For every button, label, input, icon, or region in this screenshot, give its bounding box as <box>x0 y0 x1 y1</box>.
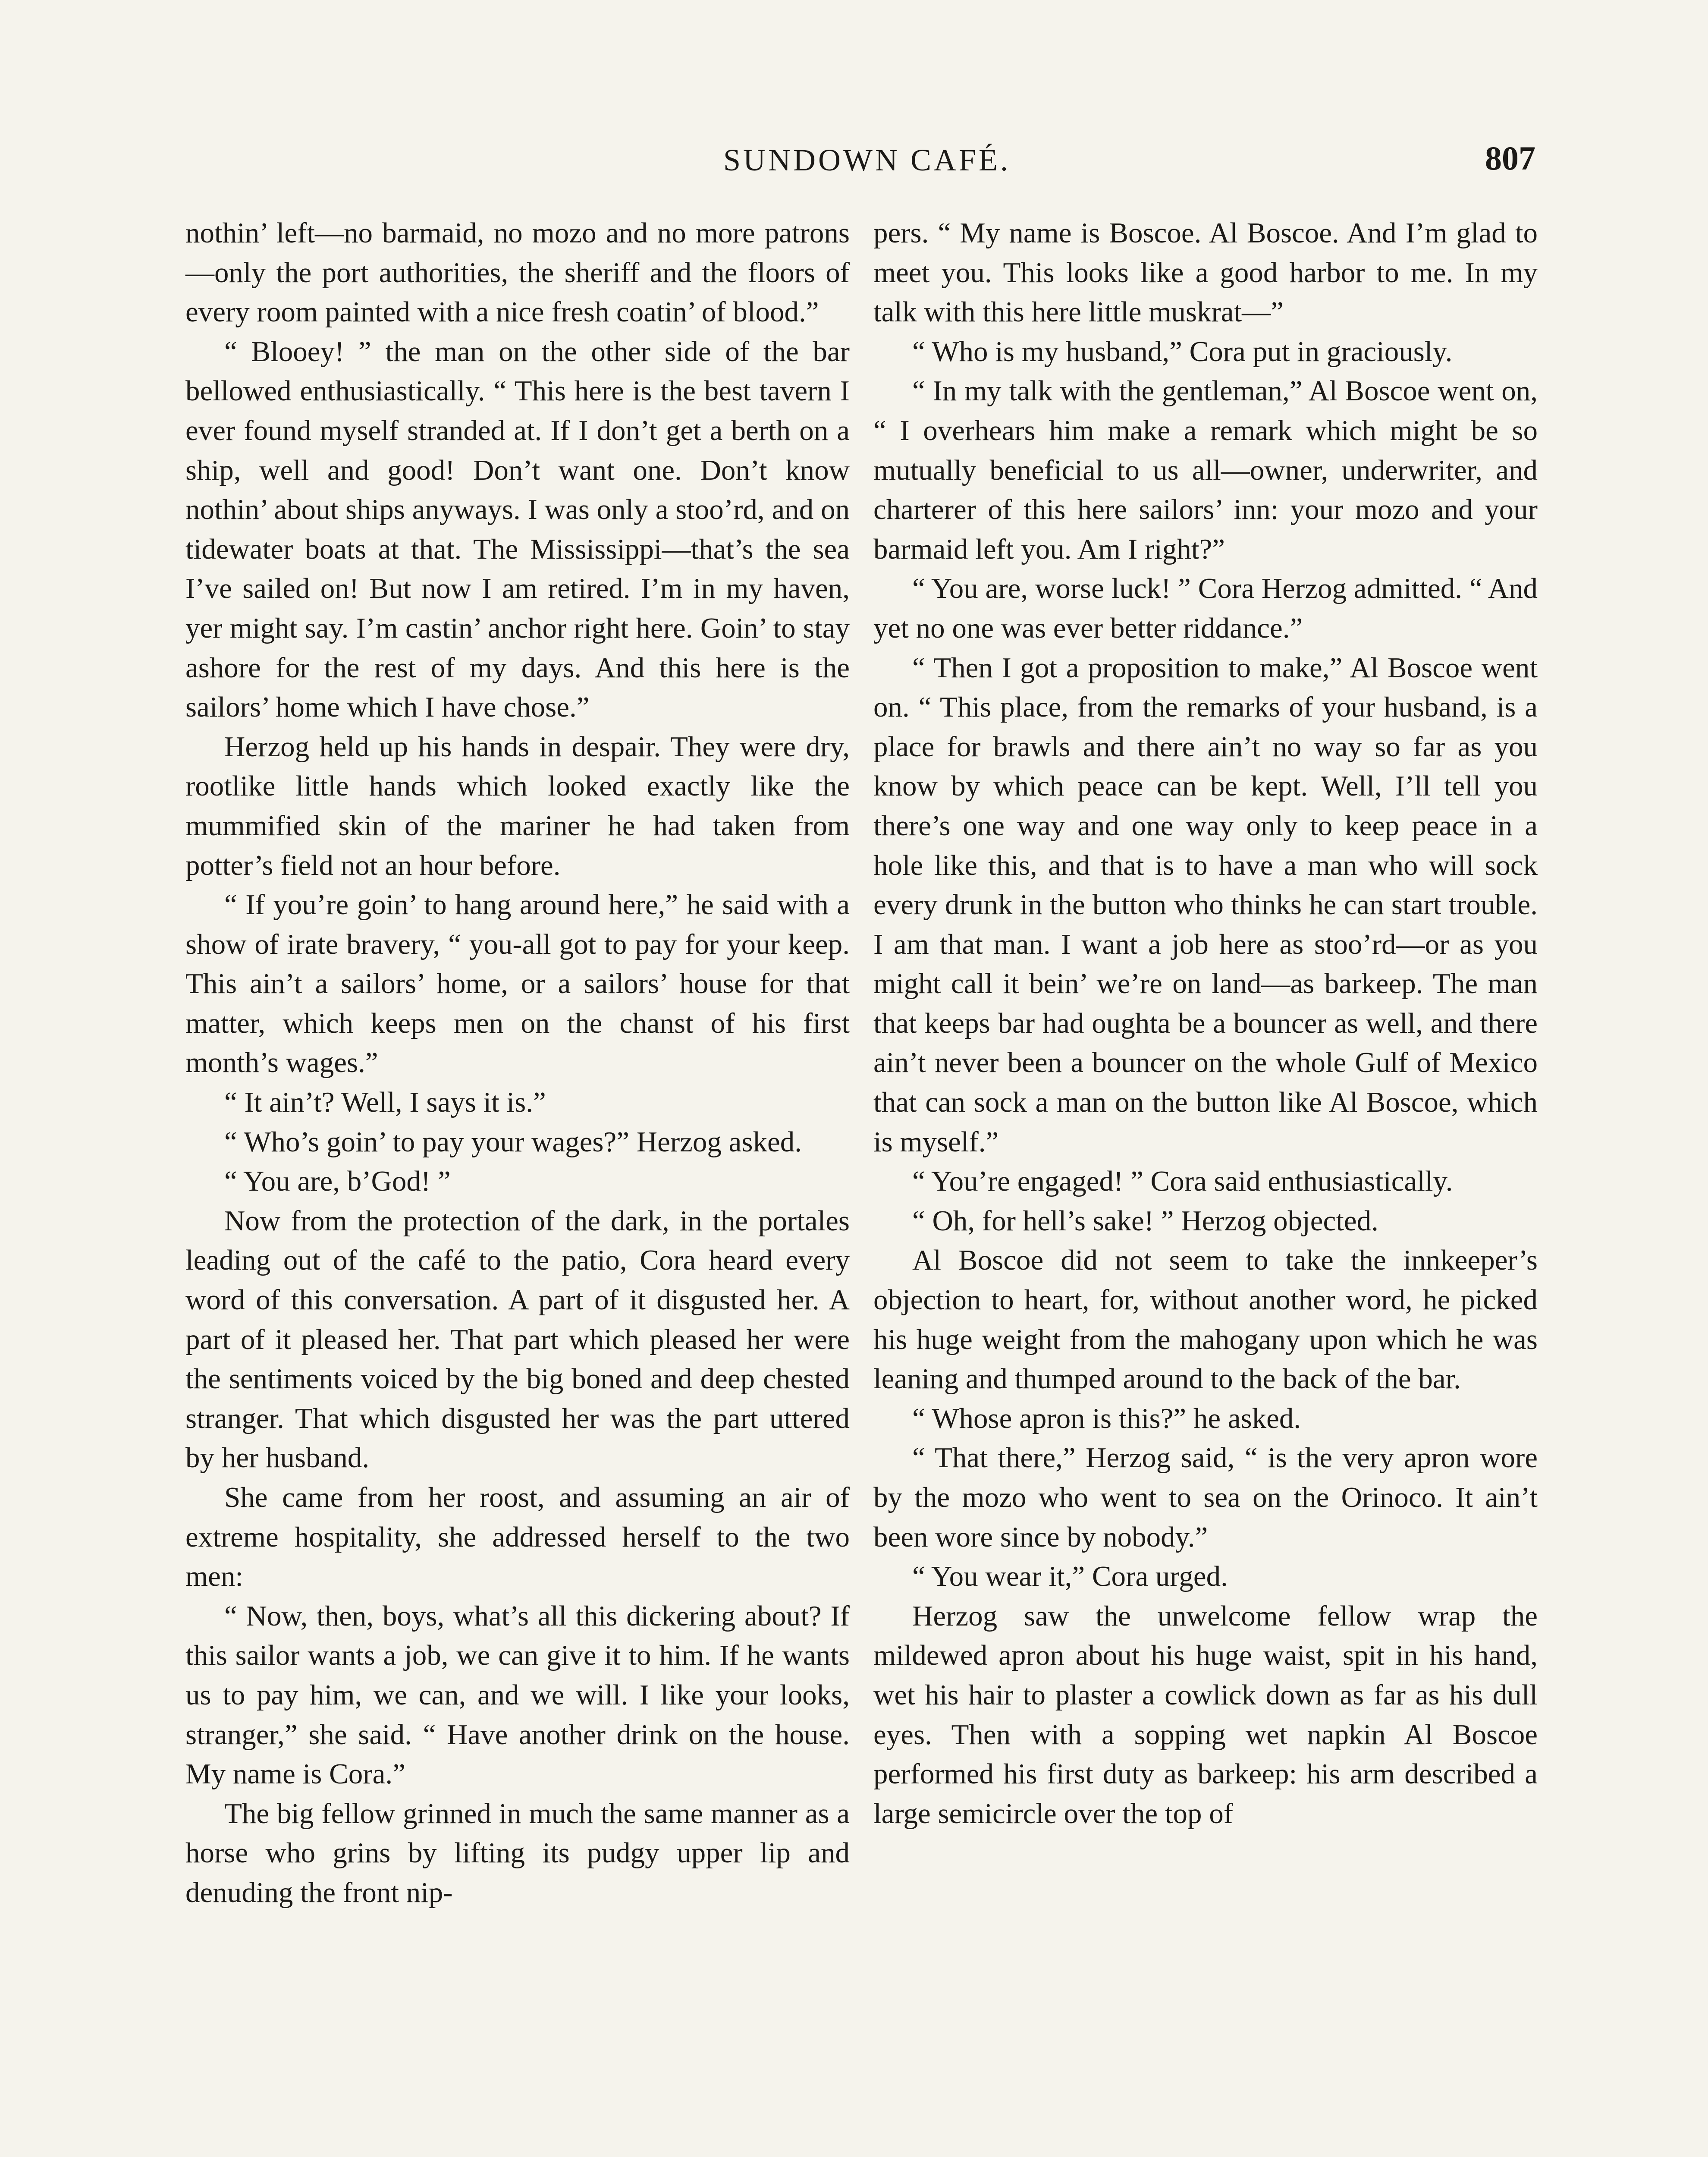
paragraph: “ It ain’t? Well, I says it is.” <box>224 1086 546 1119</box>
paragraph: She came from her roost, and assuming an air of extreme hospitality, she addressed herself to the two men: <box>185 1481 850 1593</box>
paragraph: Herzog held up his hands in despair. They were dry, rootlike little hands which looked exactly like the mummified skin of the mariner he had taken from potter’s field not an hour before. <box>185 730 850 881</box>
text-column-right <box>873 214 1538 1833</box>
paragraph: “ Blooey! ” the man on the other side of the bar bellowed enthusiastically. “ This here is the best tavern I ever found myself stranded at. If I don’t get a berth on a ship, well and good! Don’t want one. Don’t know nothin’ about ships anyways. I was only a stoo’rd, and on tidewater boats at that. The Mississippi—that’s the sea I’ve sailed on! But now I am retired. I’m in my haven, yer might say. I’m castin’ anchor right here. Goin’ to stay ashore for the rest of my days. And this here is the sailors’ home which I have chose.” <box>185 335 850 723</box>
paragraph: “ Oh, for hell’s sake! ” Herzog objected. <box>912 1204 1378 1237</box>
paragraph: nothin’ left—no barmaid, no mozo and no more patrons—only the port authorities, the sheriff and the floors of every room painted with a nice fresh coatin’ of blood.” <box>185 217 850 328</box>
paragraph: “ Whose apron is this?” he asked. <box>912 1402 1301 1434</box>
paragraph: “ If you’re goin’ to hang around here,” he said with a show of irate bravery, “ you-all got to pay for your keep. This ain’t a sailors’ home, or a sailors’ house for that matter, which keeps men on the chanst of his first month’s wages.” <box>185 889 850 1079</box>
paragraph: Al Boscoe did not seem to take the innkeeper’s objection to heart, for, without another word, he picked his huge weight from the mahogany upon which he was leaning and thumped around to the back of the bar. <box>873 1244 1538 1395</box>
paragraph: Herzog saw the unwelcome fellow wrap the mildewed apron about his huge waist, spit in his hand, wet his hair to plaster a cowlick down as far as his dull eyes. Then with a sopping wet napkin Al Boscoe performed his first duty as barkeep: his arm described a large semicircle over the top of <box>873 1600 1538 1830</box>
paragraph: “ Who is my husband,” Cora put in graciously. <box>912 335 1453 368</box>
paragraph: “ Then I got a proposition to make,” Al Boscoe went on. “ This place, from the remarks of your husband, is a place for brawls and there ain’t no way so far as you know by which peace can be kept. Well, I’ll tell you there’s one way and one way only to keep peace in a hole like this, and that is to have a man who will sock every drunk in the button who thinks he can start trouble. I am that man. I want a job here as stoo’rd—or as you might call it bein’ we’re on land—as barkeep. The man that keeps bar had oughta be a bouncer as well, and there ain’t never been a bouncer on the whole Gulf of Mexico that can sock a man on the button like Al Boscoe, which is myself.” <box>873 651 1538 1158</box>
paragraph: Now from the protection of the dark, in the portales leading out of the café to the patio, Cora heard every word of this conversation. A part of it disgusted her. A part of it pleased her. That part which pleased her were the sentiments voiced by the big boned and deep chested stranger. That which disgusted her was the part uttered by her husband. <box>185 1204 850 1474</box>
paragraph: “ Who’s goin’ to pay your wages?” Herzog asked. <box>224 1126 802 1158</box>
paragraph: “ You are, worse luck! ” Cora Herzog admitted. “ And yet no one was ever better riddance.” <box>873 572 1538 644</box>
page-number: 807 <box>1485 139 1535 177</box>
paragraph: “ You wear it,” Cora urged. <box>912 1560 1228 1593</box>
paragraph: “ You are, b’God! ” <box>224 1165 451 1198</box>
paragraph: “ You’re engaged! ” Cora said enthusiastically. <box>912 1165 1453 1198</box>
paragraph: “ In my talk with the gentleman,” Al Boscoe went on, “ I overhears him make a remark which might be so mutually beneficial to us all—owner, underwriter, and charterer of this here sailors’ inn: your mozo and your barmaid left you. Am I right?” <box>873 375 1538 565</box>
paragraph: “ That there,” Herzog said, “ is the very apron wore by the mozo who went to sea on the Orinoco. It ain’t been wore since by nobody.” <box>873 1442 1538 1553</box>
paragraph: pers. “ My name is Boscoe. Al Boscoe. And I’m glad to meet you. This looks like a good harbor to me. In my talk with this here little muskrat—” <box>873 217 1538 328</box>
text-column-left <box>185 214 850 1913</box>
paragraph: The big fellow grinned in much the same manner as a horse who grins by lifting its pudgy upper lip and denuding the front nip- <box>185 1797 850 1909</box>
running-title: SUNDOWN CAFÉ. <box>723 143 1011 177</box>
paragraph: “ Now, then, boys, what’s all this dickering about? If this sailor wants a job, we can give it to him. If he wants us to pay him, we can, and we will. I like your looks, stranger,” she said. “ Have another drink on the house. My name is Cora.” <box>185 1600 850 1790</box>
